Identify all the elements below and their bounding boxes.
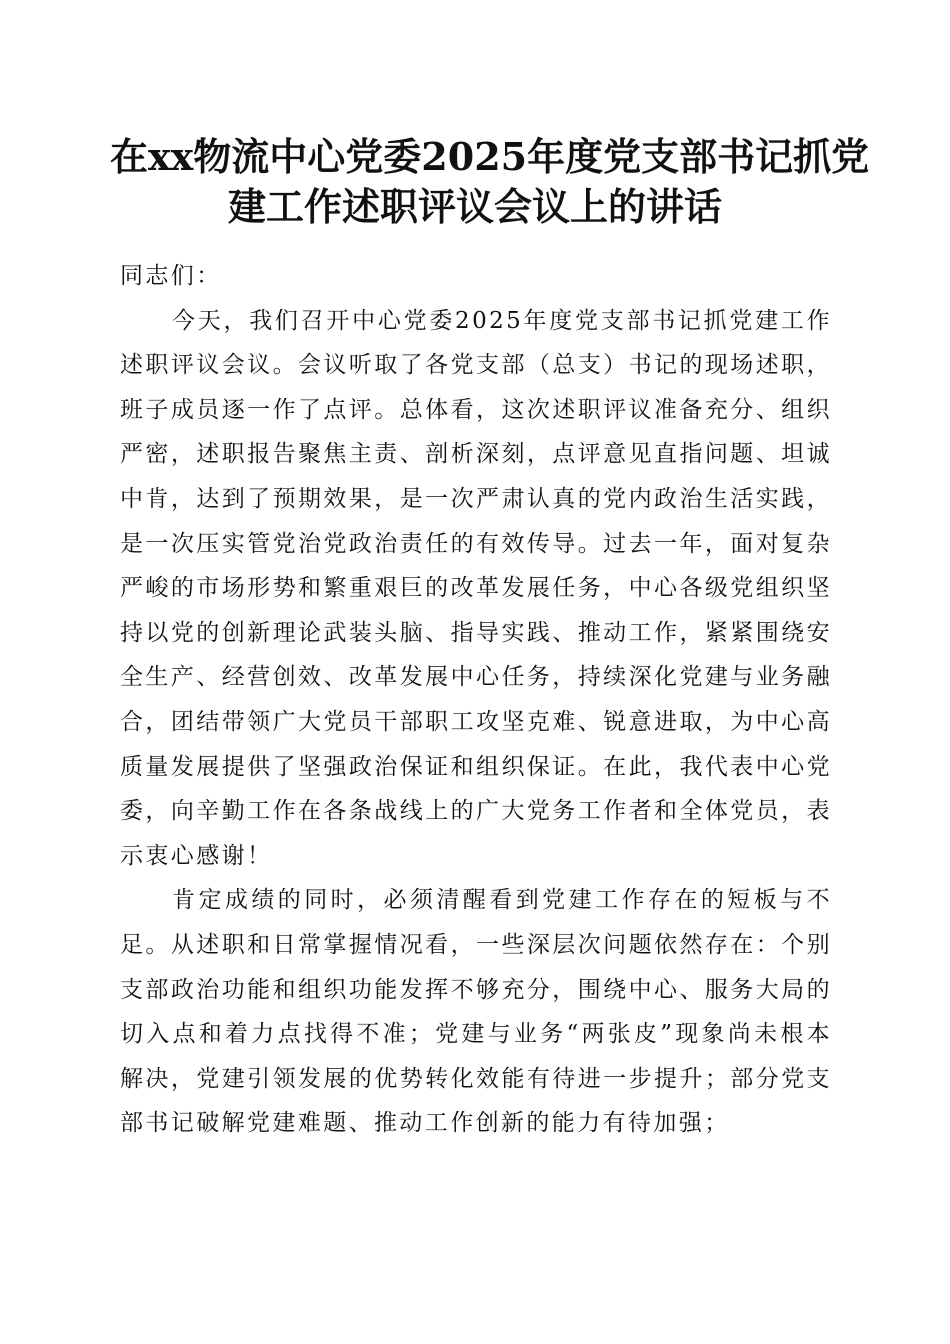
document-body [120,254,832,1146]
title-line-1: 在xx物流中心党委2025年度党支部书记抓党 [110,134,870,179]
title-line-2: 建工作述职评议会议上的讲话 [227,184,722,229]
salutation: 同志们： [120,263,222,289]
document-title [110,132,870,232]
paragraph-2: 肯定成绩的同时，必须清醒看到党建工作存在的短板与不足。从述职和日常掌握情况看，一些深层次问题依然存在：个别支部政治功能和组织功能发挥不够充分，围绕中心、服务大局的切入点和着力点找得不准；党建与业务“两张皮”现象尚未根本解决，党建引领发展的优势转化效能有待进一步提升；部分党支部书记破解党建难题、推动工作创新的能力有待加强； [120,887,832,1137]
paragraph-1: 今天，我们召开中心党委2025年度党支部书记抓党建工作述职评议会议。会议听取了各党支部（总支）书记的现场述职，班子成员逐一作了点评。总体看，这次述职评议准备充分、组织严密，述职报告聚焦主责、剖析深刻，点评意见直指问题、坦诚中肯，达到了预期效果，是一次严肃认真的党内政治生活实践，是一次压实管党治党政治责任的有效传导。过去一年，面对复杂严峻的市场形势和繁重艰巨的改革发展任务，中心各级党组织坚持以党的创新理论武装头脑、指导实践、推动工作，紧紧围绕安全生产、经营创效、改革发展中心任务，持续深化党建与业务融合，团结带领广大党员干部职工攻坚克难、锐意进取，为中心高质量发展提供了坚强政治保证和组织保证。在此，我代表中心党委，向辛勤工作在各条战线上的广大党务工作者和全体党员，表示衷心感谢！ [120,307,832,869]
